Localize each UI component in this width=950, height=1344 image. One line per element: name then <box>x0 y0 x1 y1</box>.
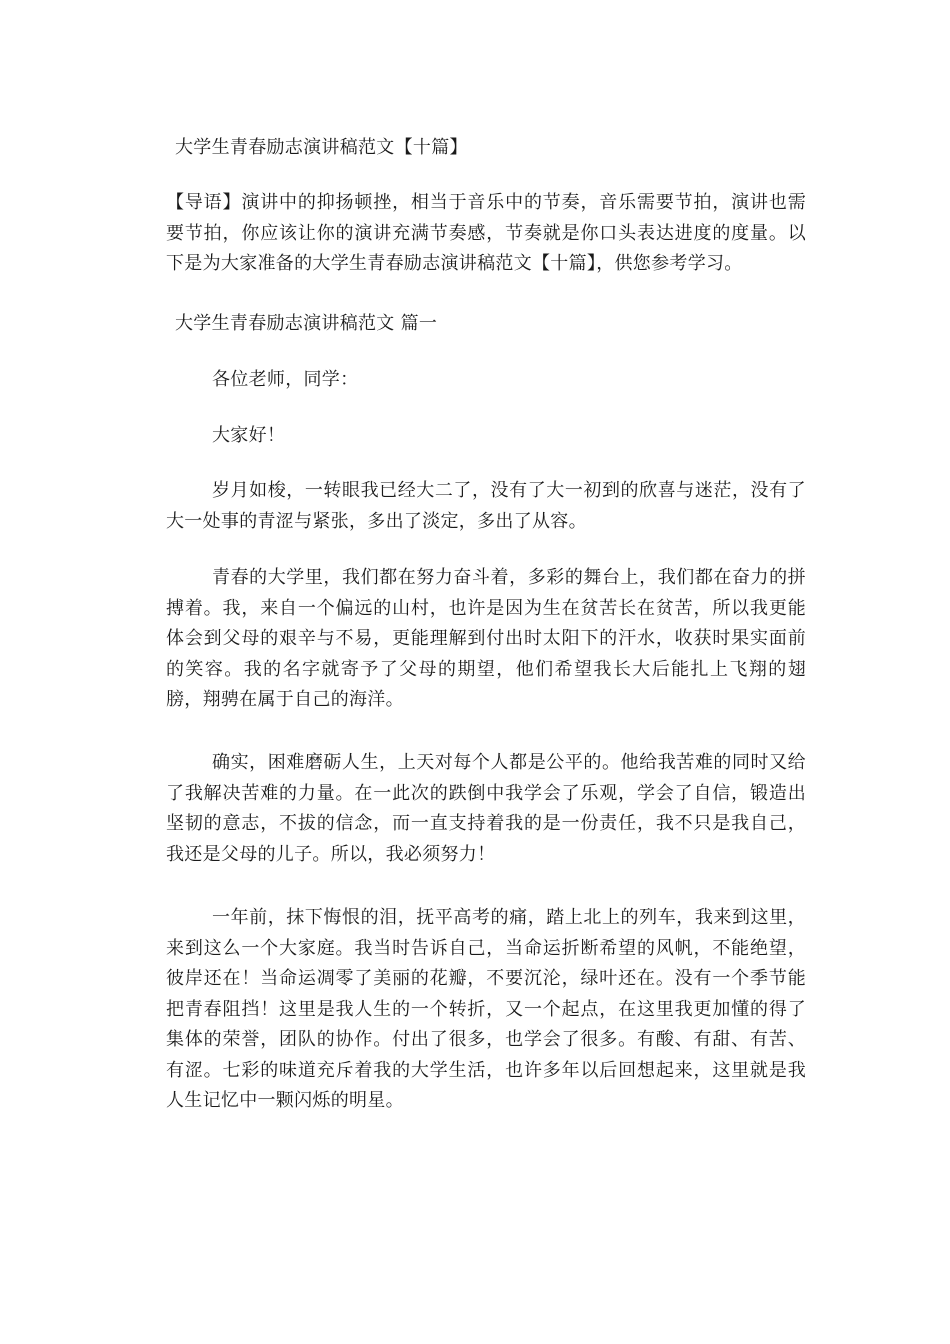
body-paragraph-4: 一年前，抹下悔恨的泪，抚平高考的痛，踏上北上的列车，我来到这里，来到这么一个大家庭。我当时告诉自己，当命运折断希望的风帆，不能绝望，彼岸还在！当命运凋零了美丽的花瓣，不要沉沦，绿叶还在。没有一个季节能把青春阻挡！这里是我人生的一个转折，又一个起点，在这里我更加懂的得了集体的荣誉，团队的协作。付出了很多，也学会了很多。有酸、有甜、有苦、有涩。七彩的味道充斥着我的大学生活，也许多年以后回想起来，这里就是我人生记忆中一颗闪烁的明星。 <box>166 907 806 1111</box>
intro-paragraph: 【导语】演讲中的抑扬顿挫，相当于音乐中的节奏，音乐需要节拍，演讲也需要节拍，你应该让你的演讲充满节奏感，节奏就是你口头表达进度的度量。以下是为大家准备的大学生青春励志演讲稿范文【十篇】，供您参考学习。 <box>166 192 806 274</box>
section-heading: 大学生青春励志演讲稿范文 篇一 <box>175 313 438 334</box>
greeting: 大家好！ <box>212 425 286 446</box>
body-paragraph-3: 确实，困难磨砺人生，上天对每个人都是公平的。他给我苦难的同时又给了我解决苦难的力量。在一此次的跌倒中我学会了乐观，学会了自信，锻造出坚韧的意志，不拔的信念，而一直支持着我的是一份责任，我不只是我自己，我还是父母的儿子。所以，我必须努力！ <box>166 752 806 865</box>
salutation: 各位老师，同学： <box>212 369 359 390</box>
document-title: 大学生青春励志演讲稿范文【十篇】 <box>175 137 468 158</box>
body-paragraph-2: 青春的大学里，我们都在努力奋斗着，多彩的舞台上，我们都在奋力的拼搏着。我，来自一个偏远的山村，也许是因为生在贫苦长在贫苦，所以我更能体会到父母的艰辛与不易，更能理解到付出时太阳下的汗水，收获时果实面前的笑容。我的名字就寄予了父母的期望，他们希望我长大后能扎上飞翔的翅膀，翔骋在属于自己的海洋。 <box>166 567 806 710</box>
body-paragraph-1: 岁月如梭，一转眼我已经大二了，没有了大一初到的欣喜与迷茫，没有了大一处事的青涩与紧张，多出了淡定，多出了从容。 <box>166 480 806 532</box>
